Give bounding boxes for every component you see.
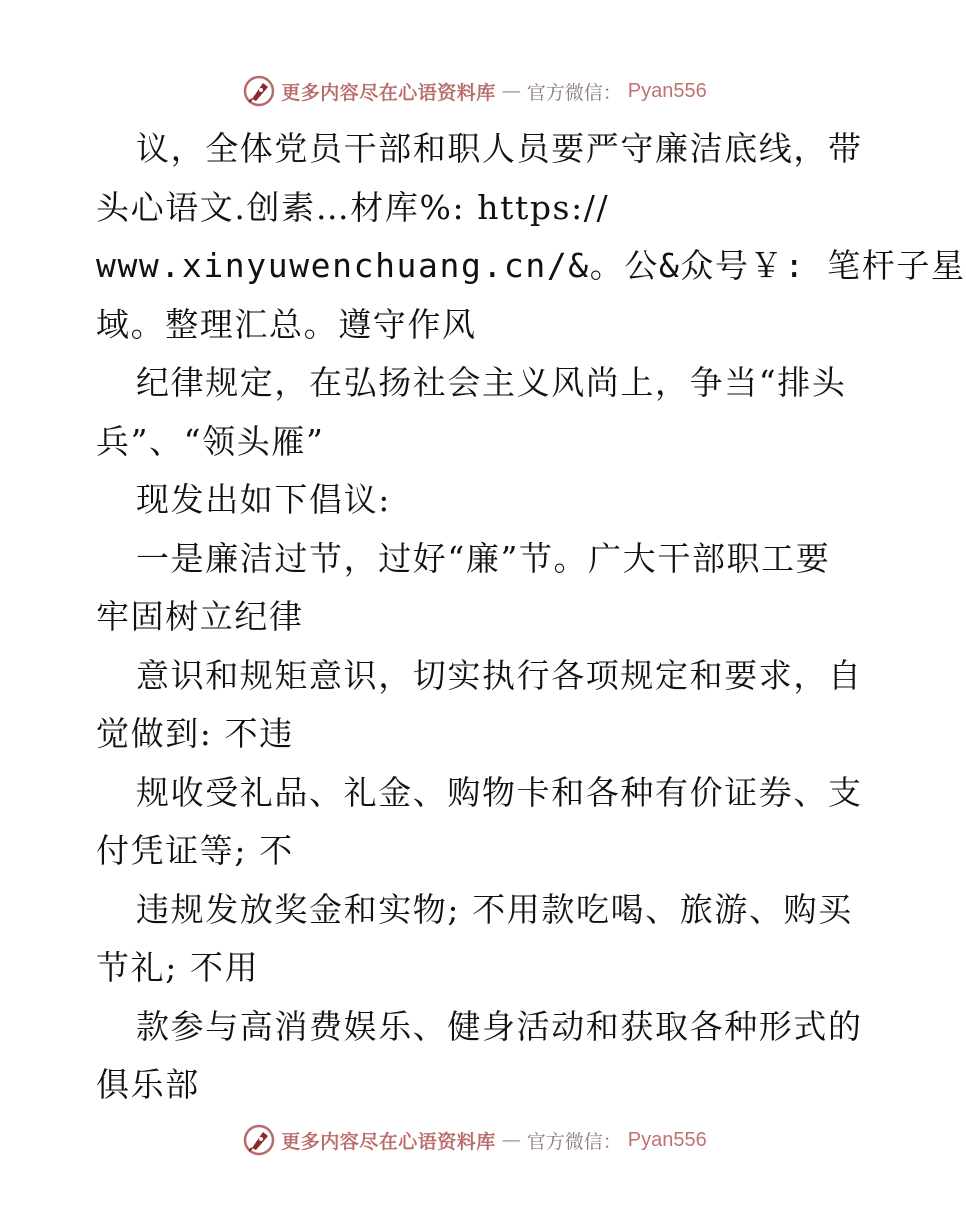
footer-banner-label: 官方微信：	[526, 1130, 622, 1153]
header-banner-dash: —	[501, 80, 521, 102]
body-line: 一是廉洁过节，过好“廉”节。广大干部职工要	[136, 538, 831, 578]
body-line: 节礼; 不用	[96, 948, 260, 987]
body-line: 牢固树立纪律	[96, 597, 304, 636]
footer-banner-text: 更多内容尽在心语资料库	[281, 1130, 496, 1153]
body-line: 意识和规矩意识，切实执行各项规定和要求，自	[136, 655, 863, 695]
body-line: 纪律规定，在弘扬社会主义风尚上，争当“排头	[136, 363, 847, 402]
body-line: 头心语文.创素…材库%: https://	[96, 187, 610, 227]
document-body	[96, 120, 966, 1115]
header-wechat-id: Pyan556	[627, 79, 707, 102]
header-banner-text: 更多内容尽在心语资料库	[281, 81, 496, 104]
body-line: 域。整理汇总。遵守作风	[96, 304, 477, 344]
pen-nib-logo-icon	[243, 75, 275, 107]
body-line: 现发出如下倡议:	[136, 480, 391, 519]
footer-banner	[0, 1120, 950, 1160]
body-line: 俱乐部	[96, 1065, 200, 1104]
body-line: 兵”、“领头雁”	[96, 421, 325, 461]
footer-banner-dash: —	[501, 1129, 521, 1151]
header-banner-label: 官方微信：	[526, 81, 622, 104]
footer-wechat-id: Pyan556	[627, 1128, 707, 1151]
body-line: 款参与高消费娱乐、健身活动和获取各种形式的	[136, 1006, 863, 1046]
header-banner	[0, 71, 950, 111]
body-line: 规收受礼品、礼金、购物卡和各种有价证券、支	[136, 772, 863, 812]
body-line: 议，全体党员干部和职人员要严守廉洁底线，带	[136, 129, 863, 168]
body-line: www.xinyuwenchuang.cn/&。公&众号￥: 笔杆子星	[96, 246, 966, 285]
body-line: 违规发放奖金和实物; 不用款吃喝、旅游、购买	[136, 889, 853, 929]
pen-nib-logo-icon	[243, 1124, 275, 1156]
body-line: 觉做到: 不违	[96, 714, 294, 753]
body-line: 付凭证等; 不	[96, 831, 294, 870]
